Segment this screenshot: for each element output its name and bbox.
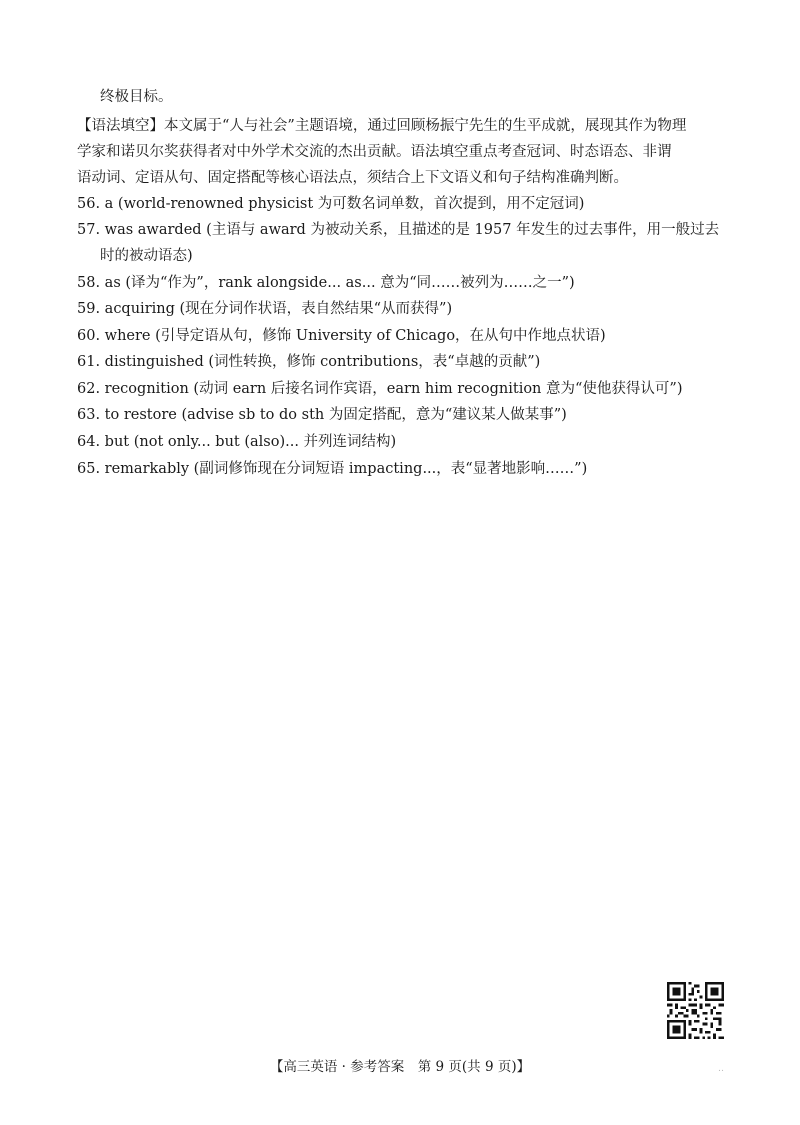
grammar-intro-line-1: 【语法填空】本文属于“人与社会”主题语境，通过回顾杨振宁先生的生平成就，展现其作为物理: [77, 118, 687, 134]
grammar-intro-line-3: 语动词、定语从句、固定搭配等核心语法点，须结合上下文语义和句子结构准确判断。: [77, 170, 628, 186]
answer-61: 61. distinguished (词性转换，修饰 contributions，表“卓越的贡献”): [77, 354, 541, 370]
answer-65: 65. remarkably (副词修饰现在分词短语 impacting...，表“显著地影响……”): [77, 461, 588, 477]
text-line-ultimate-goal: 终极目标。: [100, 89, 173, 105]
answer-63: 63. to restore (advise sb to do sth 为固定搭配，意为“建议某人做某事”): [77, 407, 567, 423]
answer-57: 57. was awarded (主语与 award 为被动关系，且描述的是 1957 年发生的过去事件，用一般过去: [77, 222, 720, 238]
grammar-intro-line-2: 学家和诺贝尔奖获得者对中外学术交流的杰出贡献。语法填空重点考查冠词、时态语态、非谓: [77, 144, 672, 160]
answer-56: 56. a (world-renowned physicist 为可数名词单数，首次提到，用不定冠词): [77, 196, 585, 212]
answer-62: 62. recognition (动词 earn 后接名词作宾语，earn him recognition 意为“使他获得认可”): [77, 381, 683, 397]
page-footer: 【高三英语 · 参考答案 第 9 页(共 9 页)】: [269, 1059, 531, 1075]
answer-59: 59. acquiring (现在分词作状语，表自然结果“从而获得”): [77, 301, 453, 317]
answer-58: 58. as (译为“作为”，rank alongside... as... 意为“同……被列为……之一”): [77, 275, 575, 291]
answer-64: 64. but (not only... but (also)... 并列连词结构): [77, 434, 397, 450]
qr-code-icon: [667, 982, 724, 1039]
answer-60: 60. where (引导定语从句，修饰 University of Chicago，在从句中作地点状语): [77, 328, 606, 344]
answer-57-continued: 时的被动语态): [100, 248, 193, 264]
corner-dots: ‥: [718, 1064, 725, 1074]
